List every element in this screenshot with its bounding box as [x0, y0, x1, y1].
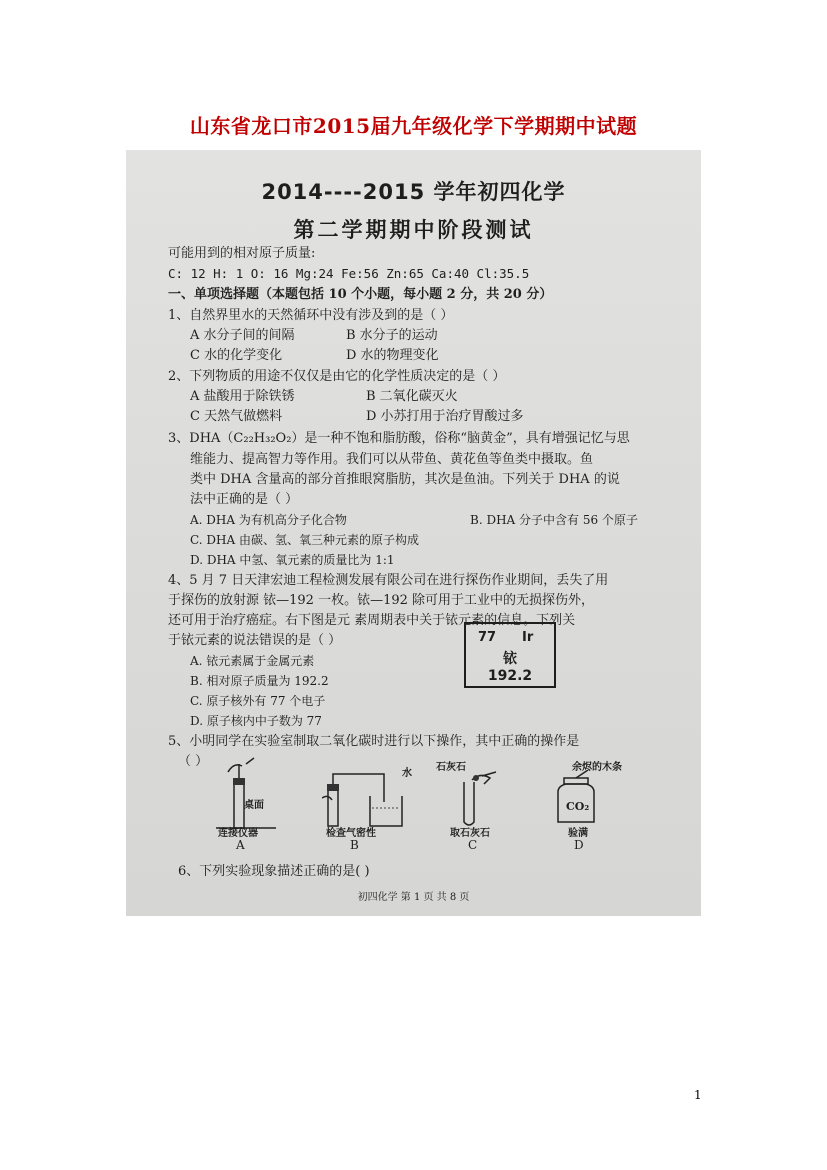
- apparatus-b-caption: 检查气密性: [326, 828, 376, 839]
- question-3-option-b: B. DHA 分子中含有 56 个原子: [470, 513, 638, 527]
- apparatus-a-caption: 连接仪器: [218, 828, 258, 839]
- scanned-exam-page: [126, 150, 701, 916]
- question-3-line-2: 维能力、提高智力等作用。我们可以从带鱼、黄花鱼等鱼类中摄取。鱼: [190, 452, 594, 467]
- question-4-line-2: 于探伤的放射源 铱—192 一枚。铱—192 除可用于工业中的无损探伤外，: [168, 593, 595, 608]
- element-name: 铱: [503, 651, 517, 667]
- atomic-mass-values: C: 12 H: 1 O: 16 Mg:24 Fe:56 Zn:65 Ca:40 Cl:35.5: [168, 266, 530, 281]
- apparatus-c-take-limestone-icon: [452, 770, 502, 830]
- scan-footer: 初四化学 第 1 页 共 8 页: [357, 892, 470, 903]
- apparatus-b-letter: B: [350, 838, 359, 852]
- question-4-line-3: 还可用于治疗癌症。右下图是元 素周期表中关于铱元素的信息。下列关: [168, 613, 576, 628]
- element-symbol: Ir: [522, 630, 534, 645]
- question-4-line-4: 于铱元素的说法错误的是（ ）: [168, 633, 342, 648]
- question-3-option-d: D. DHA 中氢、氧元素的质量比为 1:1: [190, 553, 395, 567]
- section-one-heading: 一、单项选择题（本题包括 10 个小题，每小题 2 分，共 20 分）: [168, 287, 553, 302]
- document-title: 山东省龙口市2015届九年级化学下学期期中试题: [189, 114, 638, 138]
- question-2-option-d: D 小苏打用于治疗胃酸过多: [366, 409, 524, 424]
- question-3-line-1: 3、DHA（C₂₂H₃₂O₂）是一种不饱和脂肪酸，俗称“脑黄金”，具有增强记忆与思: [168, 431, 630, 446]
- exam-heading-year: 2014----2015 学年初四化学: [261, 180, 566, 204]
- element-atomic-number: 77: [478, 630, 497, 645]
- apparatus-d-caption: 验满: [568, 828, 588, 839]
- page-number: 1: [694, 1088, 702, 1102]
- apparatus-c-note: 石灰石: [436, 762, 466, 773]
- apparatus-d-note: 余烬的木条: [572, 762, 622, 773]
- apparatus-a-letter: A: [236, 838, 245, 852]
- question-5-line-1: 5、小明同学在实验室制取二氧化碳时进行以下操作，其中正确的操作是: [168, 734, 580, 749]
- question-3-option-c: C. DHA 由碳、氢、氧三种元素的原子构成: [190, 533, 419, 547]
- question-2-option-a: A 盐酸用于除铁锈: [190, 389, 295, 404]
- apparatus-d-gas-label: CO₂: [566, 800, 590, 813]
- iridium-element-card: [464, 622, 556, 688]
- question-1-option-a: A 水分子间的间隔: [190, 328, 295, 343]
- question-3-option-a: A. DHA 为有机高分子化合物: [190, 513, 347, 527]
- question-1-stem: 1、自然界里水的天然循环中没有涉及到的是（ ）: [168, 308, 454, 323]
- question-3-line-4: 法中正确的是（ ）: [190, 492, 299, 507]
- apparatus-a-connect-instruments-icon: [212, 754, 292, 834]
- atomic-mass-label: 可能用到的相对原子质量:: [168, 246, 316, 261]
- question-2-option-c: C 天然气做燃料: [190, 409, 283, 424]
- question-5-line-2: （ ）: [178, 754, 209, 769]
- apparatus-d-letter: D: [574, 838, 584, 852]
- question-1-option-d: D 水的物理变化: [346, 348, 439, 363]
- question-6-stem: 6、下列实验现象描述正确的是( ): [178, 864, 370, 879]
- question-4-option-d: D. 原子核内中子数为 77: [190, 714, 322, 728]
- apparatus-c-letter: C: [468, 838, 478, 852]
- question-3-line-3: 类中 DHA 含量高的部分首推眼窝脂肪，其次是鱼油。下列关于 DHA 的说: [190, 472, 620, 487]
- question-4-option-c: C. 原子核外有 77 个电子: [190, 694, 326, 708]
- question-1-option-c: C 水的化学变化: [190, 348, 283, 363]
- question-2-option-b: B 二氧化碳灭火: [366, 389, 458, 404]
- question-1-option-b: B 水分子的运动: [346, 328, 438, 343]
- apparatus-a-note: 桌面: [244, 800, 264, 811]
- apparatus-d-gas-bottle-icon: [548, 770, 604, 826]
- question-4-option-b: B. 相对原子质量为 192.2: [190, 674, 329, 688]
- question-4-option-a: A. 铱元素属于金属元素: [190, 654, 315, 668]
- element-atomic-mass: 192.2: [487, 668, 533, 684]
- exam-heading-title: 第二学期期中阶段测试: [293, 218, 534, 242]
- apparatus-c-caption: 取石灰石: [450, 828, 490, 839]
- question-2-stem: 2、下列物质的用途不仅仅是由它的化学性质决定的是（ ）: [168, 369, 506, 384]
- question-4-line-1: 4、5 月 7 日天津宏迪工程检测发展有限公司在进行探伤作业期间，丢失了用: [168, 573, 609, 588]
- apparatus-b-note: 水: [402, 768, 412, 779]
